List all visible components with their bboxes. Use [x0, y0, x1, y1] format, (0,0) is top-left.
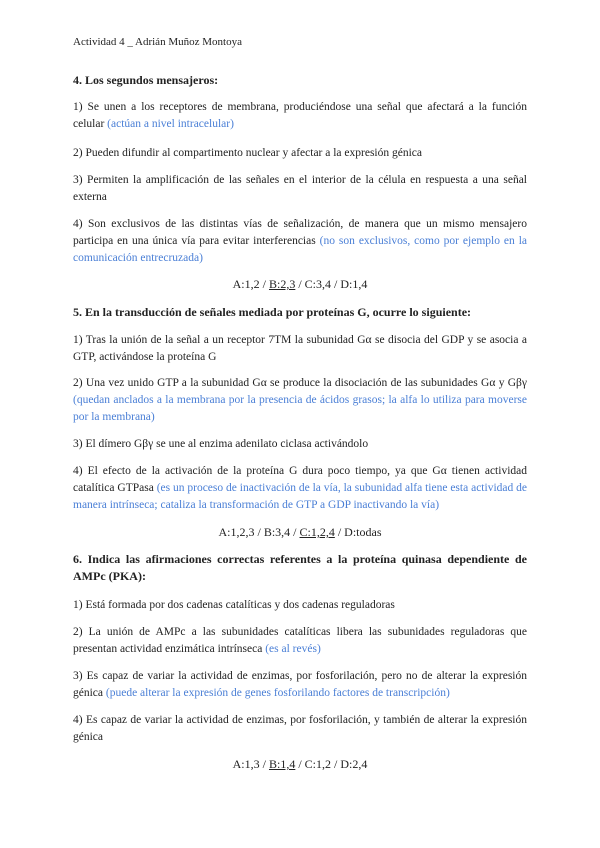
question-4-title: 4. Los segundos mensajeros:	[73, 73, 219, 87]
item-text: 2) Pueden difundir al compartimento nuclear y afectar a la expresión génica	[73, 147, 423, 159]
question-5-answers	[73, 524, 527, 540]
answer-options: / D:todas	[334, 525, 382, 539]
question-6-title: 6. Indica las afirmaciones correctas referentes a la proteína quinasa dependiente de AMPc (PKA):	[73, 552, 527, 583]
question-4-item-3	[73, 172, 527, 206]
item-note: (quedan anclados a la membrana por la presencia de ácidos grasos; la alfa lo utiliza para moverse por la membrana)	[73, 394, 527, 423]
answer-options: A:1,3 /	[232, 757, 269, 771]
item-text: 1) Se unen a los receptores de membrana, produciéndose una señal que afectará a la función celular	[73, 101, 527, 130]
item-note: (es un proceso de inactivación de la vía, la subunidad alfa tiene esta actividad de manera intrínseca; cataliza la transformación de GTP a GDP inactivando la vía)	[73, 482, 527, 511]
selected-answer: C:1,2,4	[299, 525, 335, 539]
question-6-item-3	[73, 668, 527, 702]
question-5-item-2	[73, 375, 527, 426]
item-note: (actúan a nivel intracelular)	[107, 118, 234, 130]
item-text: 3) Es capaz de variar la actividad de enzimas, por fosforilación, pero no de alterar la expresión génica	[73, 670, 527, 699]
question-6-answers	[73, 756, 527, 772]
item-text: 1) Está formada por dos cadenas catalíticas y dos cadenas reguladoras	[73, 599, 395, 611]
question-4-answers	[73, 276, 527, 292]
document-header: Actividad 4 _ Adrián Muñoz Montoya	[73, 36, 242, 48]
answer-options: A:1,2,3 / B:3,4 /	[218, 525, 300, 539]
item-text: 2) La unión de AMPc a las subunidades catalíticas libera las subunidades reguladoras que presentan actividad enzimática intrínseca	[73, 626, 527, 655]
item-text: 1) Tras la unión de la señal a un receptor 7TM la subunidad Gα se disocia del GDP y se asocia a GTP, activándose la proteína G	[73, 334, 527, 363]
item-text: 2) Una vez unido GTP a la subunidad Gα se produce la disociación de las subunidades Gα y Gβγ	[73, 377, 527, 389]
question-4-item-2	[73, 145, 527, 162]
question-5-item-3	[73, 436, 527, 453]
item-text: 4) Son exclusivos de las distintas vías de señalización, de manera que un mismo mensajero participa en una única vía para evitar interferencias	[73, 218, 527, 247]
item-note: (puede alterar la expresión de genes fosforilando factores de transcripción)	[105, 687, 450, 699]
item-text: 3) El dímero Gβγ se une al enzima adenilato ciclasa activándolo	[73, 438, 369, 450]
question-5-item-4	[73, 463, 527, 514]
question-5-title: 5. En la transducción de señales mediada por proteínas G, ocurre lo siguiente:	[73, 305, 472, 319]
selected-answer: B:1,4	[268, 757, 296, 771]
selected-answer: B:2,3	[268, 277, 296, 291]
answer-options: / C:3,4 / D:1,4	[295, 277, 368, 291]
question-6-item-2	[73, 624, 527, 658]
item-text: 4) Es capaz de variar la actividad de enzimas, por fosforilación, y también de alterar la expresión génica	[73, 714, 527, 743]
question-6-item-4	[73, 712, 527, 746]
question-4-item-1	[73, 99, 527, 133]
answer-options: / C:1,2 / D:2,4	[295, 757, 368, 771]
question-5-item-1	[73, 332, 527, 366]
item-note: (no son exclusivos, como por ejemplo en la comunicación entrecruzada)	[73, 235, 527, 264]
question-4-item-4	[73, 216, 527, 267]
item-note: (es al revés)	[265, 643, 321, 655]
answer-options: A:1,2 /	[232, 277, 269, 291]
question-6-item-1	[73, 597, 527, 614]
item-text: 4) El efecto de la activación de la proteína G dura poco tiempo, ya que Gα tienen actividad catalítica GTPasa	[73, 465, 527, 494]
item-text: 3) Permiten la amplificación de las señales en el interior de la célula en respuesta a una señal externa	[73, 174, 527, 203]
